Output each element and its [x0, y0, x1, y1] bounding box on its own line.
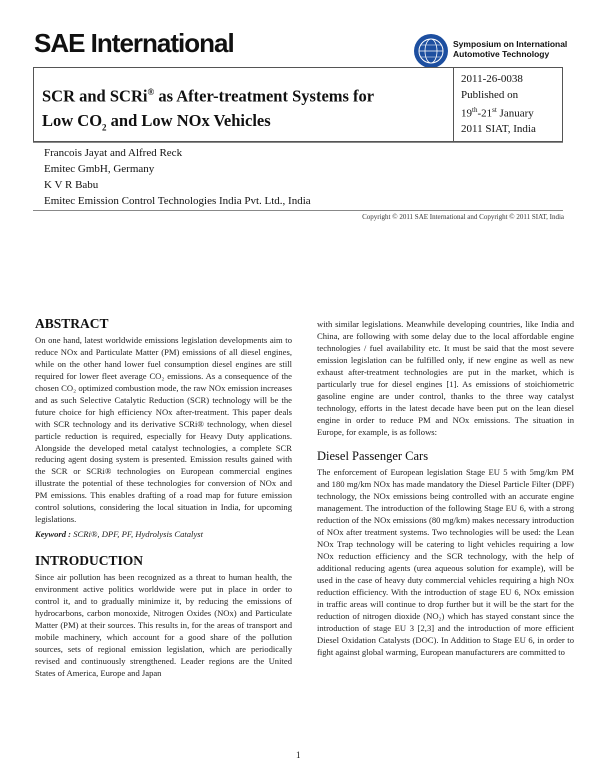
diesel-passenger-cars-text: The enforcement of European legislation Stage EU 5 with 5mg/km PM and 180 mg/km NOx has made mandatory the Diesel Particle Filter (DPF) technology, the NOx emissions being controlled with an accurate engine management. The introduction of the following Stage EU 6, with a strong reduction of the NOx emissions (80 mg/km) makes necessary introduction of NOx after treatment systems. Two technologies will be used: the Lean NOx Trap technology will be catering to light vehicles requiring a low NOx reduction efficiency and the SCR technology, with the help of additional reducing agents (urea aqueous solution for example), will be used in the case of heavy duty commercial vehicles requiring a high NOx reduction efficiency. With the introduction of stage EU 6, NOx emission in traffic areas will continue to drop further but it will be the start for the reduction of nitrogen dioxide (NO₂) which has stayed constant since the introduction of stage EU 3 [2,3] and the introduction of more efficient Diesel Oxidation Catalysts (DOC). In Addition to Stage EU 6, in order to fight against global warming, European manufacturers are committed to — [317, 467, 574, 657]
title-box-divider — [453, 68, 454, 141]
diesel-passenger-cars-heading: Diesel Passenger Cars — [317, 448, 429, 463]
symposium-label: Symposium on International Automotive Technology — [453, 39, 568, 59]
introduction-text: Since air pollution has been recognized as a threat to human health, the environment active politics worldwide were put in place in order to control it, and to gradually minimize it, by reducing the emissions of hydrocarbons, carbon monoxide, Nitrogen Oxides (NOx) and Particulate Matter (PM) at their sources. This results in, for the areas of transport and mobile machinery, which account for a good share of the pollution sources, sets of regional emission legislation, which are periodically revised and continuously strengthened. Leader regions are the United States of America, Europe and Japan — [35, 572, 292, 678]
page-number: 1 — [296, 750, 301, 760]
paper-meta — [461, 72, 536, 138]
right-column — [317, 319, 574, 659]
author-names-2: K V R Babu — [44, 179, 99, 191]
introduction-continued-text: with similar legislations. Meanwhile developing countries, like India and China, are following with some delay due to the local affordable engine technologies / fuel availability etc. It must be said that the most severe emission legislation can be fulfilled only, if new engine as well as new exhaust after-treatment technologies are put in the market, which is particularly true for diesel engines [1]. As emissions of stoichiometric gasoline engine are under control, thanks to the three way catalyst technology, efforts in the latest decade have been put on the lean diesel engine in order to reduce PM and NOx emissions. The situation in Europe, for example, is as follows: — [317, 319, 574, 437]
published-on: Published on — [461, 88, 519, 101]
author-names-1: Francois Jayat and Alfred Reck — [44, 147, 183, 159]
left-column — [35, 318, 292, 680]
copyright-line: Copyright © 2011 SAE International and Copyright © 2011 SIAT, India — [362, 213, 564, 221]
paper-number: 2011-26-0038 — [461, 73, 523, 85]
title-rule — [33, 142, 563, 143]
event-year: 2011 SIAT, India — [461, 123, 536, 136]
abstract-heading: ABSTRACT — [35, 316, 109, 331]
abstract-text: On one hand, latest worldwide emissions legislation developments aim to reduce NOx and Particulate Matter (PM) emissions of all diesel engines, while on the other hand lower fuel consumption diesel engines are still required for lower fleet average CO₂ emissions. As a consequence of the chosen CO₂ optimized combustion mode, the raw NOx emission increases and as such Selective Catalytic Reduction (SCR) technology will be the future choice for high efficiency NOx after-treatment. This paper deals with SCR technology and its derivative SCRi® technology, when diesel particle reduction is required, especially for Heavy Duty applications. Alongside the developed metal catalyst technologies, a complete SCR reducing agent dosing system is presented. Emission results gained with the SCR or SCRi® technologies on European commercial engines illustrate the potential of these technologies for conversion of NOx and PM emissions. This enables drafting of a road map for future emission control solutions, considering the local situation in India, for upcoming legislations. — [35, 334, 292, 525]
authors-rule — [33, 210, 563, 211]
sae-international-logo: SAE International — [34, 28, 234, 58]
affiliation-1: Emitec GmbH, Germany — [44, 162, 155, 175]
paper-title: SCR and SCRi® as After-treatment Systems for Low $CO_2$ and Low NOx Vehicles — [42, 86, 375, 132]
affiliation-2: Emitec Emission Control Technologies India Pvt. Ltd., India — [44, 194, 311, 207]
authors-block — [44, 146, 311, 209]
siat-globe-emblem — [413, 33, 449, 69]
introduction-heading: INTRODUCTION — [35, 553, 144, 569]
keywords-line: Keyword : SCRi®, DPF, PF, Hydrolysis Catalyst — [35, 529, 203, 540]
publish-date: 19th-21st January — [461, 106, 534, 120]
